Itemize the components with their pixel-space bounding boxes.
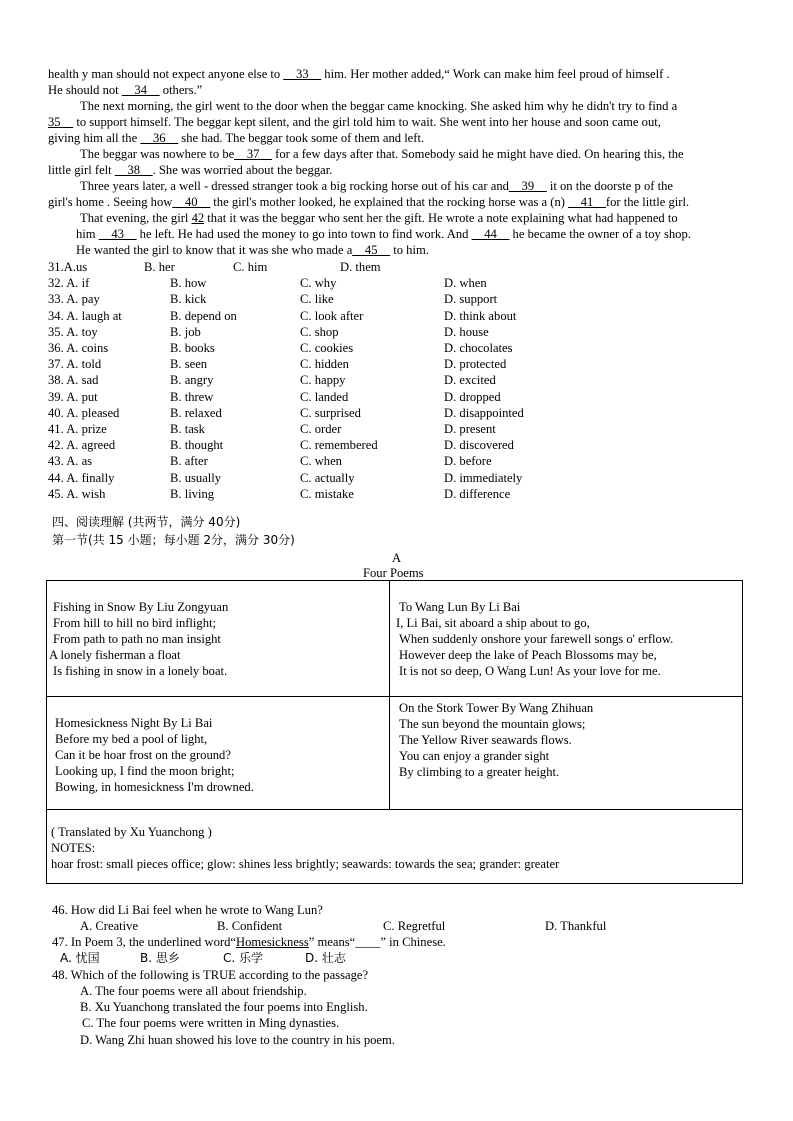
poem-title: To Wang Lun By Li Bai (399, 600, 521, 614)
cloze-option: D. immediately (444, 470, 523, 485)
cloze-option: 40. A. pleased (48, 405, 120, 420)
cloze-option: D. think about (444, 308, 517, 323)
cloze-option: 34. A. laugh at (48, 308, 122, 323)
cloze-option: C. hidden (300, 357, 349, 372)
cloze-option: B. task (170, 422, 205, 436)
blank-33: __33__ (283, 67, 322, 81)
cloze-option: B. kick (170, 292, 207, 307)
cloze-option: B. her (144, 260, 175, 274)
poem-title: On the Stork Tower By Wang Zhihuan (399, 701, 594, 715)
passage-letter: A (392, 551, 402, 565)
cloze-option: C. look after (300, 308, 364, 323)
option-48d: D. Wang Zhi huan showed his love to the country in his poem. (80, 1033, 395, 1047)
cloze-option: D. disappointed (444, 405, 524, 420)
underlined-word: Homesickness (235, 935, 309, 949)
cloze-option: 41. A. prize (48, 422, 107, 436)
cloze-option: C. why (300, 276, 337, 291)
poem-4 (399, 700, 593, 780)
passage-line: That evening, the girl 42 that it was the beggar who sent her the gift. He wrote a note explaining what had happened to (80, 211, 678, 225)
cloze-option: C. shop (300, 324, 339, 339)
poem-line: From path to path no man insight (53, 632, 221, 646)
poem-line: However deep the lake of Peach Blossoms may be, (399, 648, 657, 662)
question-48: 48. Which of the following is TRUE according to the passage? (52, 968, 369, 982)
cloze-option: C. order (300, 422, 342, 436)
passage-line: health y man should not expect anyone else to __33__ him. Her mother added,“ Work can make him feel proud of himself . (48, 67, 670, 81)
cloze-option: D. present (444, 422, 496, 436)
cloze-option: C. cookies (300, 341, 354, 355)
passage-line: The next morning, the girl went to the door when the beggar came knocking. She asked him why he didn't try to find a (80, 99, 678, 113)
option-47a: A. 忧国 (60, 951, 100, 965)
column-divider (389, 581, 390, 809)
notes-label: NOTES: (51, 841, 96, 855)
option-47c: C. 乐学 (223, 951, 264, 965)
cloze-option: 31.A.us (48, 260, 88, 274)
blank-44: __44__ (471, 227, 510, 241)
cloze-option: C. like (300, 292, 334, 307)
poem-line: I, Li Bai, sit aboard a ship about to go, (396, 616, 590, 630)
row-divider (47, 809, 742, 810)
blank-45: __45__ (352, 243, 391, 257)
passage-line: Three years later, a well - dressed stranger took a big rocking horse out of his car and__39__ it on the doorste p of the (80, 179, 673, 193)
cloze-option: 42. A. agreed (48, 438, 116, 453)
option-47b: B. 思乡 (140, 951, 180, 965)
passage-line: him __43__ he left. He had used the money to go into town to find work. And __44__ he became the owner of a toy shop. (76, 227, 691, 241)
option-47d: D. 壮志 (305, 951, 346, 965)
cloze-option: C. actually (300, 470, 355, 485)
passage-line: He wanted the girl to know that it was she who made a__45__ to him. (76, 243, 429, 257)
poems-table (46, 580, 743, 884)
cloze-option: B. thought (170, 438, 224, 453)
poem-line: The sun beyond the mountain glows; (399, 717, 586, 731)
cloze-option: 39. A. put (48, 389, 98, 404)
poem-line: Is fishing in snow in a lonely boat. (53, 664, 228, 678)
cloze-option: D. chocolates (444, 341, 513, 355)
row-divider (47, 696, 742, 697)
poem-line: Bowing, in homesickness I'm drowned. (55, 780, 254, 794)
cloze-option: 44. A. finally (48, 470, 115, 485)
passage-line: The beggar was nowhere to be__37__ for a few days after that. Somebody said he might have died. On hearing this, the (80, 147, 684, 161)
poem-line: A lonely fisherman a float (49, 648, 181, 662)
option-46d: D. Thankful (545, 919, 607, 933)
cloze-option: C. remembered (300, 438, 378, 453)
cloze-option: C. mistake (300, 486, 354, 501)
cloze-option: C. when (300, 454, 342, 469)
blank-37: __37__ (234, 147, 272, 161)
cloze-option: 37. A. told (48, 357, 102, 372)
poem-line: You can enjoy a grander sight (399, 749, 550, 763)
passage-line: giving him all the __36__ she had. The beggar took some of them and left. (48, 131, 425, 145)
blank-39: __39__ (508, 179, 547, 193)
cloze-option: B. angry (170, 373, 214, 388)
blank-38: __38__ (114, 163, 153, 177)
cloze-option: D. protected (444, 357, 507, 372)
cloze-option: B. how (170, 276, 207, 291)
passage-line: little girl felt __38__. She was worried about the beggar. (48, 163, 333, 177)
cloze-option: B. job (170, 324, 201, 339)
cloze-option: D. dropped (444, 389, 501, 404)
option-48a: A. The four poems were all about friendship. (80, 984, 307, 998)
notes-text: hoar frost: small pieces office; glow: shines less brightly; seawards: towards the sea; grander: greater (51, 857, 560, 871)
question-46: 46. How did Li Bai feel when he wrote to Wang Lun? (52, 903, 323, 917)
poem-line: Looking up, I find the moon bright; (55, 764, 235, 778)
translator-credit: ( Translated by Xu Yuanchong ) (51, 825, 212, 839)
cloze-option: 36. A. coins (48, 341, 109, 355)
cloze-option: D. them (340, 260, 381, 274)
poem-title: Homesickness Night By Li Bai (55, 716, 213, 730)
poem-title: Fishing in Snow By Liu Zongyuan (53, 600, 229, 614)
option-48b: B. Xu Yuanchong translated the four poems into English. (80, 1000, 368, 1014)
cloze-option: C. him (233, 260, 268, 274)
cloze-option: D. when (444, 276, 487, 291)
blank-43: __43__ (98, 227, 137, 241)
poem-line: By climbing to a greater height. (399, 765, 560, 779)
cloze-option: 43. A. as (48, 454, 93, 469)
cloze-option: D. house (444, 324, 489, 339)
cloze-option: C. landed (300, 389, 349, 404)
question-47: 47. In Poem 3, the underlined word“Homesickness” means“____” in Chinese. (52, 935, 446, 949)
cloze-option: 32. A. if (48, 276, 90, 291)
blank-35: 35__ (48, 115, 74, 129)
poem-1 (49, 599, 229, 679)
option-46c: C. Regretful (383, 919, 446, 933)
cloze-option: D. before (444, 454, 492, 469)
passage-title: Four Poems (363, 566, 424, 580)
poem-line: When suddenly onshore your farewell songs o' erflow. (399, 632, 674, 646)
cloze-option: B. usually (170, 470, 222, 485)
poem-3 (55, 715, 254, 795)
passage-line: 35__ to support himself. The beggar kept silent, and the girl told him to wait. She went into her house and soon came out, (48, 115, 661, 129)
blank-34: __34__ (121, 83, 160, 97)
cloze-option: B. threw (170, 389, 214, 404)
cloze-option: B. after (170, 454, 208, 469)
cloze-option: 45. A. wish (48, 486, 106, 501)
cloze-option: B. books (170, 341, 215, 355)
option-46a: A. Creative (80, 919, 139, 933)
cloze-option: B. depend on (170, 308, 237, 323)
cloze-option: D. discovered (444, 438, 514, 453)
cloze-option: B. seen (170, 357, 208, 372)
cloze-option: D. difference (444, 486, 511, 501)
option-48c: C. The four poems were written in Ming dynasties. (82, 1016, 340, 1030)
option-46b: B. Confident (217, 919, 283, 933)
cloze-option: C. happy (300, 373, 346, 388)
cloze-option: B. relaxed (170, 405, 222, 420)
section-subtitle: 第一节(共 15 小题；每小题 2分，满分 30分) (52, 533, 295, 547)
cloze-option: D. support (444, 292, 498, 307)
blank-36: __36__ (140, 131, 179, 145)
poems-notes (51, 824, 559, 872)
cloze-option: D. excited (444, 373, 496, 388)
passage-line: girl's home . Seeing how__40__ the girl's mother looked, he explained that the rocking horse was a (n) __41__for the little girl. (48, 195, 690, 209)
poem-line: From hill to hill no bird inflight; (53, 616, 217, 630)
blank-42: 42 (191, 211, 205, 225)
poem-line: It is not so deep, O Wang Lun! As your love for me. (399, 664, 661, 678)
cloze-option: 38. A. sad (48, 373, 99, 388)
poem-line: Before my bed a pool of light, (55, 732, 208, 746)
poem-line: Can it be hoar frost on the ground? (55, 748, 231, 762)
blank-40: __40__ (172, 195, 211, 209)
cloze-option: B. living (170, 486, 215, 501)
cloze-option: 33. A. pay (48, 292, 100, 307)
passage-line: He should not __34__ others.” (48, 83, 203, 97)
cloze-option: 35. A. toy (48, 324, 98, 339)
section-title: 四、阅读理解 (共两节，满分 40分) (52, 515, 241, 529)
poem-2 (396, 599, 673, 679)
cloze-option: C. surprised (300, 405, 361, 420)
poem-line: The Yellow River seawards flows. (399, 733, 572, 747)
blank-41: __41__ (568, 195, 606, 209)
